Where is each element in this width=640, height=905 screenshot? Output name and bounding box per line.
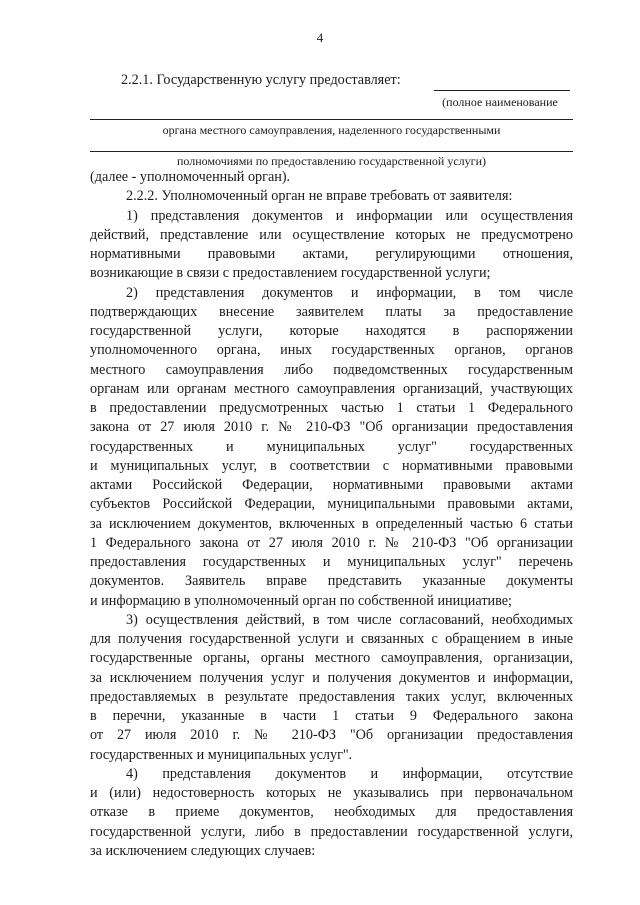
item-2-line: предоставления государственных и муниципальных услуг" перечень xyxy=(90,554,573,570)
blank-line-2 xyxy=(90,151,573,152)
page-number: 4 xyxy=(316,30,324,45)
caption-powers: полномочиями по предоставлению государственной услуги) xyxy=(177,154,486,168)
item-2-line: закона от 27 июля 2010 г. № 210-ФЗ "Об организации предоставления xyxy=(90,419,573,436)
item-3-line: предоставляемых в результате предоставления таких услуг, включенных xyxy=(90,688,573,705)
item-3-line: в перечни, указанные в части 1 статьи 9 Федерального закона xyxy=(90,708,573,724)
item-4-line: и (или) недостоверность которых не указывались при первоначальном xyxy=(90,785,573,801)
item-2-line: органам или органам местного самоуправления организаций, участвующих xyxy=(90,380,573,397)
document-body xyxy=(90,168,573,861)
item-1-line: нормативными правовыми актами, регулирующими отношения, xyxy=(90,246,573,262)
item-2-line: местного самоуправления либо подведомственных государственным xyxy=(90,361,573,378)
item-3-line: от 27 июля 2010 г. № 210-ФЗ "Об организации предоставления xyxy=(90,727,573,744)
item-2-line: государственных и муниципальных услуг" государственных xyxy=(90,438,573,455)
caption-authority: органа местного самоуправления, наделенного государственными xyxy=(162,123,501,137)
caption-full-name: (полное наименование xyxy=(442,95,558,109)
blank-line-1 xyxy=(90,119,573,120)
item-2-line: актами Российской Федерации, нормативными правовыми актами xyxy=(90,477,573,493)
item-2-line: и информацию в уполномоченный орган по собственной инициативе; xyxy=(90,592,512,609)
clause-2-2-1: 2.2.1. Государственную услугу предоставляет: xyxy=(121,72,401,88)
item-2-line: документов. Заявитель вправе представить указанные документы xyxy=(90,573,573,590)
item-2-line: подтверждающих внесение заявителем платы за предоставление xyxy=(90,303,573,320)
item-3-line: за исключением получения услуг и получения документов и информации, xyxy=(90,669,573,686)
authority-name-blank xyxy=(434,90,570,91)
item-1-line: 1) представления документов и информации или осуществления xyxy=(126,207,573,224)
item-3-line: государственных и муниципальных услуг". xyxy=(90,746,353,763)
item-1-line: возникающие в связи с предоставлением государственной услуги; xyxy=(90,265,491,282)
item-4-line: отказе в приеме документов, необходимых для предоставления xyxy=(90,804,573,821)
clause-2-2-2: 2.2.2. Уполномоченный орган не вправе требовать от заявителя: xyxy=(126,188,513,205)
item-3-line: 3) осуществления действий, в том числе согласований, необходимых xyxy=(126,611,573,628)
item-2-line: 1 Федерального закона от 27 июля 2010 г. № 210-ФЗ "Об организации xyxy=(90,534,573,551)
item-2-line: субъектов Российской Федерации, муниципальными правовыми актами, xyxy=(90,496,573,513)
item-2-line: и муниципальных услуг, в соответствии с нормативными правовыми xyxy=(90,457,573,474)
item-2-line: в предоставлении предусмотренных частью 1 статьи 1 Федерального xyxy=(90,400,573,416)
item-4-line: государственной услуги, либо в предоставлении государственной услуги, xyxy=(90,823,573,840)
item-4-line: 4) представления документов и информации, отсутствие xyxy=(126,765,573,782)
item-1-line: действий, представление или осуществление которых не предусмотрено xyxy=(90,226,573,243)
item-3-line: государственные органы, органы местного самоуправления, организации, xyxy=(90,650,573,667)
item-3-line: для получения государственной услуги и связанных с обращением в иные xyxy=(90,631,573,647)
text-line: (далее - уполномоченный орган). xyxy=(90,169,291,185)
item-2-line: уполномоченного органа, иных государственных органов, органов xyxy=(90,342,573,359)
item-2-line: 2) представления документов и информации, в том числе xyxy=(126,284,573,301)
item-2-line: за исключением документов, включенных в определенный частью 6 статьи xyxy=(90,515,573,532)
item-2-line: государственной услуги, которые находятся в распоряжении xyxy=(90,323,573,339)
item-4-line: за исключением следующих случаев: xyxy=(90,842,316,859)
